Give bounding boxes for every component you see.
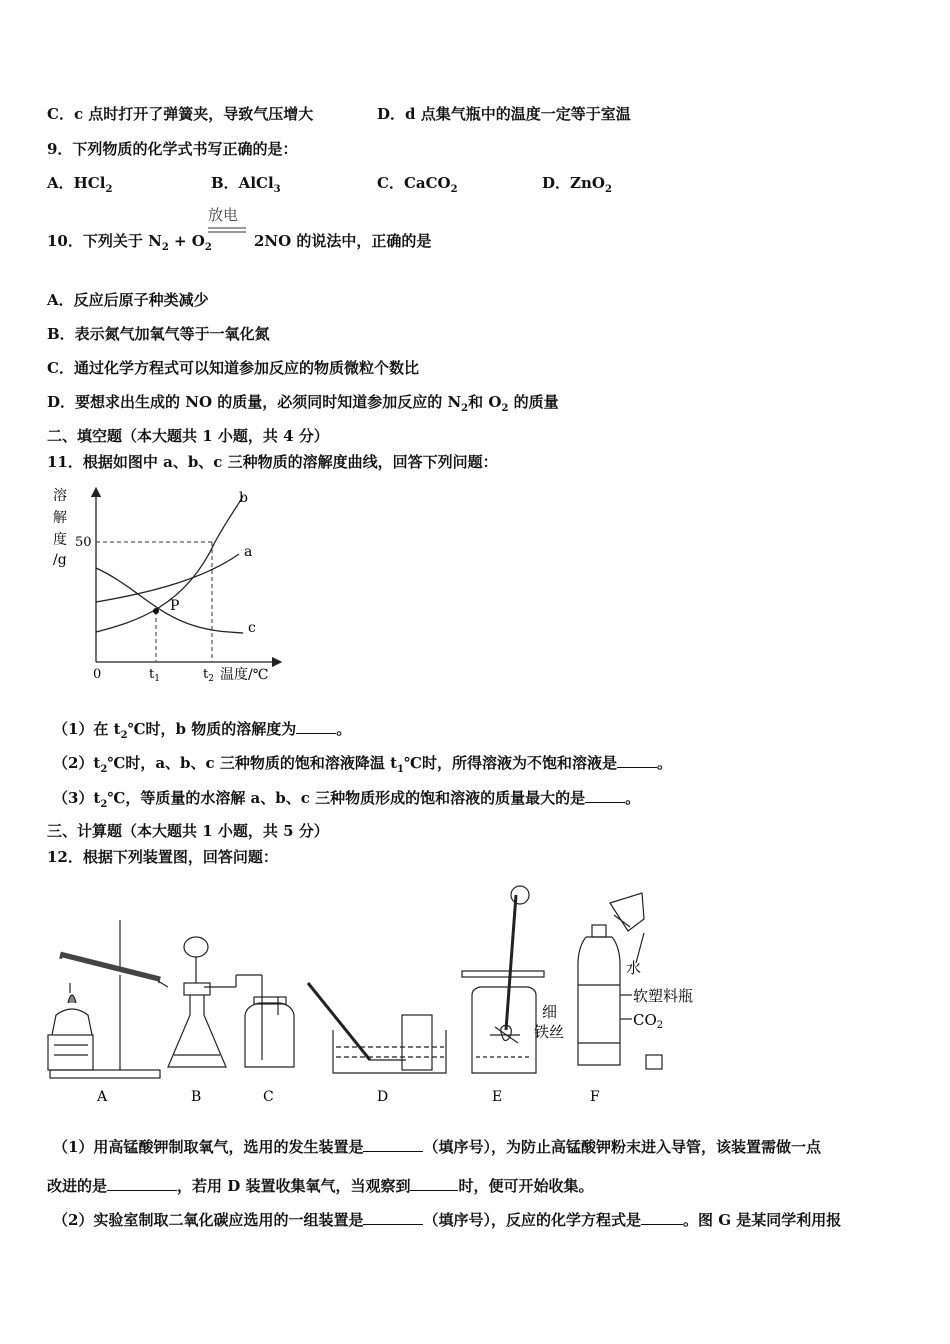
q9-option-d: D．ZnO$_2$	[542, 174, 612, 195]
q9-option-b: B．AlCl$_3$	[211, 174, 281, 195]
y-label-3: 度	[53, 532, 67, 548]
q8-option-d: D．d 点集气瓶中的温度一定等于室温	[377, 105, 631, 123]
x-tick-t1: $t_1$	[149, 667, 160, 684]
label-a: A	[97, 1089, 108, 1105]
y-label-4: /g	[53, 552, 67, 568]
q10-stem-right: 2NO 的说法中，正确的是	[254, 232, 432, 250]
label-c: C	[263, 1089, 274, 1105]
apparatus-e	[462, 886, 544, 1073]
q10-option-a: A．反应后原子种类减少	[47, 291, 209, 309]
label-f-bottle: 软塑料瓶	[633, 987, 694, 1005]
apparatus-d	[308, 983, 446, 1073]
q9-stem: 9．下列物质的化学式书写正确的是：	[47, 140, 298, 158]
q12-stem: 12．根据下列装置图，回答问题：	[47, 848, 278, 866]
origin-label: 0	[93, 667, 102, 682]
q10-option-d: D．要想求出生成的 NO 的质量，必须同时知道参加反应的 $N_2$和 $O_2$ 的质量	[47, 393, 559, 414]
curve-a	[96, 554, 239, 602]
q10-option-b: B．表示氮气加氧气等于一氧化氮	[47, 325, 270, 343]
q12-part1-line1: （1）用高锰酸钾制取氧气，选用的发生装置是 （填序号），为防止高锰酸钾粉末进入导管，该装置需做一点	[53, 1138, 821, 1156]
label-f-co2: $CO_2$	[633, 1011, 664, 1031]
y-label-1: 溶	[53, 488, 67, 504]
q9-option-a: A．HCl$_2$	[47, 174, 113, 195]
section-2-heading: 二、填空题（本大题共 1 小题，共 4 分）	[47, 427, 329, 445]
q12-part2: （2）实验室制取二氧化碳应选用的一组装置是 （填序号），反应的化学方程式是 。图 G 是某同学利用报	[53, 1211, 842, 1229]
curve-c-label: c	[248, 620, 256, 636]
q10-stem-left: 10．下列关于 $N_2 + O_2$	[47, 232, 212, 253]
curve-b-label: b	[239, 490, 248, 506]
apparatus-f	[578, 893, 662, 1069]
curve-a-label: a	[244, 544, 253, 560]
y-tick-50: 50	[75, 535, 92, 550]
apparatus-figure	[40, 875, 720, 1110]
q11-stem: 11．根据如图中 a、b、c 三种物质的溶解度曲线，回答下列问题：	[47, 453, 498, 471]
q9-option-c: C．CaCO$_2$	[377, 174, 458, 195]
label-e-thin: 细	[542, 1003, 558, 1021]
reaction-condition: 放电	[208, 206, 239, 224]
y-label-2: 解	[53, 510, 67, 526]
equation-double-line	[208, 226, 246, 234]
apparatus-a	[48, 920, 168, 1078]
x-axis-label: 温度/℃	[220, 667, 269, 683]
label-e-iron-wire: 铁丝	[534, 1023, 565, 1041]
q11-sub1: （1）在 $t_2℃$时，b 物质的溶解度为 。	[53, 720, 352, 741]
label-e: E	[492, 1089, 503, 1105]
apparatus-c	[236, 975, 294, 1067]
label-f: F	[590, 1089, 600, 1105]
label-f-water: 水	[626, 959, 642, 977]
point-p	[153, 608, 159, 614]
label-b: B	[191, 1089, 202, 1105]
q10-option-c: C．通过化学方程式可以知道参加反应的物质微粒个数比	[47, 359, 419, 377]
q8-option-c: C．c 点时打开了弹簧夹，导致气压增大	[47, 105, 314, 123]
q11-sub3: $(3)t_2℃$，等质量的水溶解 a、b、c 三种物质形成的饱和溶液的质量最大的是 。	[53, 789, 641, 810]
x-tick-t2: $t_2$	[203, 667, 214, 684]
apparatus-b	[168, 937, 236, 1067]
label-d: D	[377, 1089, 389, 1105]
q11-sub2: $(2)t_2℃$时，a、b、c 三种物质的饱和溶液降温 $t_1℃$时，所得溶液为不饱和溶液是 。	[53, 754, 673, 775]
point-p-label: P	[170, 598, 180, 614]
solubility-chart	[45, 482, 285, 692]
q12-part1-line2: 改进的是 ，若用 D 装置收集氧气，当观察到 时，便可开始收集。	[47, 1177, 594, 1195]
section-3-heading: 三、计算题（本大题共 1 小题，共 5 分）	[47, 822, 329, 840]
